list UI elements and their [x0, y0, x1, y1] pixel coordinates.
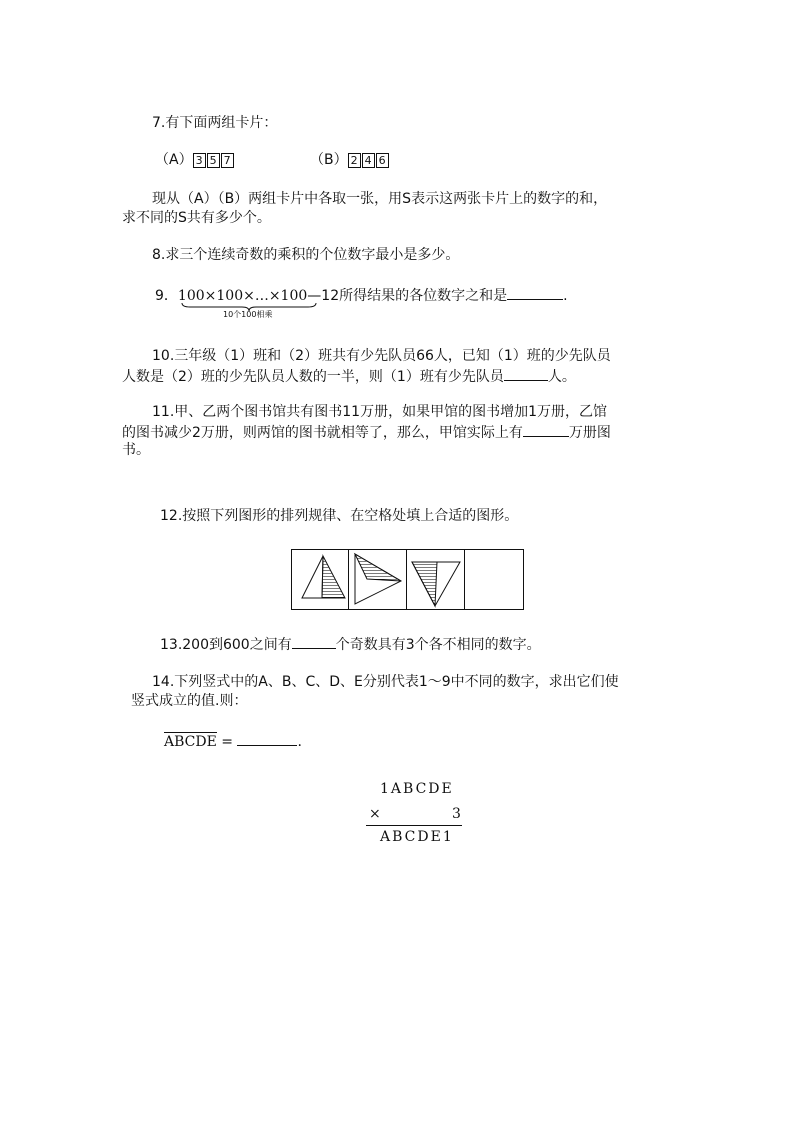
q11-line2b: 万册图 — [568, 425, 611, 441]
card: 6 — [376, 153, 389, 168]
q7-group-b-label: （B） — [310, 152, 348, 168]
answer-blank[interactable] — [292, 634, 336, 649]
q11-line2a: 的图书减少2万册，则两馆的图书就相等了，那么，甲馆实际上有 — [122, 425, 523, 441]
q9-rest: —12所得结果的各位数字之和是 — [307, 288, 508, 304]
q11-line1: 11.甲、乙两个图书馆共有图书11万册，如果甲馆的图书增加1万册，乙馆 — [152, 404, 607, 420]
q14-line2: 竖式成立的值.则： — [131, 693, 248, 709]
q10-line2b: 人。 — [547, 369, 576, 385]
q12-text: 12.按照下列图形的排列规律、在空格处填上合适的图形。 — [160, 508, 519, 524]
q9-number: 9． — [155, 288, 178, 304]
q13-line — [160, 634, 541, 654]
q10-line2a: 人数是（2）班的少先队员人数的一半，则（1）班有少先队员 — [122, 369, 504, 385]
q7-line2: 求不同的S共有多少个。 — [122, 210, 271, 226]
pattern-cell-1 — [292, 550, 349, 610]
answer-blank[interactable] — [507, 285, 563, 300]
q11-line2 — [122, 422, 611, 442]
mult-result: ABCDE1 — [380, 829, 454, 845]
q14-answer-eq: = — [221, 734, 234, 750]
q8-text: 8.求三个连续奇数的乘积的个位数字最小是多少。 — [152, 247, 460, 263]
mult-operator: × — [369, 806, 381, 822]
triangle-right-icon — [355, 554, 401, 604]
answer-blank[interactable] — [504, 366, 548, 381]
q7-title: 7.有下面两组卡片： — [152, 115, 278, 131]
q9-brace-label: 10个100相乘 — [223, 310, 273, 319]
q9-expression: 100×100×…×100 — [177, 288, 308, 304]
mult-multiplier: 3 — [452, 806, 461, 822]
q10-line2 — [122, 366, 576, 386]
q7-line1: 现从（A）（B）两组卡片中各取一张，用S表示这两张卡片上的数字的和， — [152, 191, 608, 207]
triangle-down-icon — [412, 562, 460, 606]
q9-end: . — [563, 288, 568, 304]
q7-group-a — [155, 151, 235, 169]
triangle-up-icon — [302, 556, 345, 598]
q14-answer-end: . — [297, 734, 302, 750]
q13-a: 13.200到600之间有 — [160, 637, 292, 653]
q14-line1: 14.下列竖式中的A、B、C、D、E分别代表1～9中不同的数字，求出它们使 — [152, 674, 619, 690]
pattern-figure — [291, 549, 525, 611]
q11-line3: 书。 — [122, 442, 150, 458]
pattern-cell-empty — [465, 550, 524, 610]
answer-blank[interactable] — [237, 731, 297, 746]
card: 2 — [348, 153, 361, 168]
card: 7 — [221, 153, 234, 168]
q14-answer-label: ABCDE — [164, 734, 217, 750]
card: 3 — [193, 153, 206, 168]
answer-blank[interactable] — [523, 422, 569, 437]
q7-group-a-label: （A） — [155, 152, 193, 168]
mult-rule — [366, 825, 462, 826]
q10-line1: 10.三年级（1）班和（2）班共有少先队员66人，已知（1）班的少先队员 — [152, 348, 611, 364]
q7-group-b — [310, 151, 390, 169]
mult-top: 1ABCDE — [380, 781, 454, 797]
card: 5 — [207, 153, 220, 168]
q14-answer-line — [164, 731, 302, 751]
card: 4 — [362, 153, 375, 168]
q13-b: 个奇数具有3个各不相同的数字。 — [335, 637, 541, 653]
